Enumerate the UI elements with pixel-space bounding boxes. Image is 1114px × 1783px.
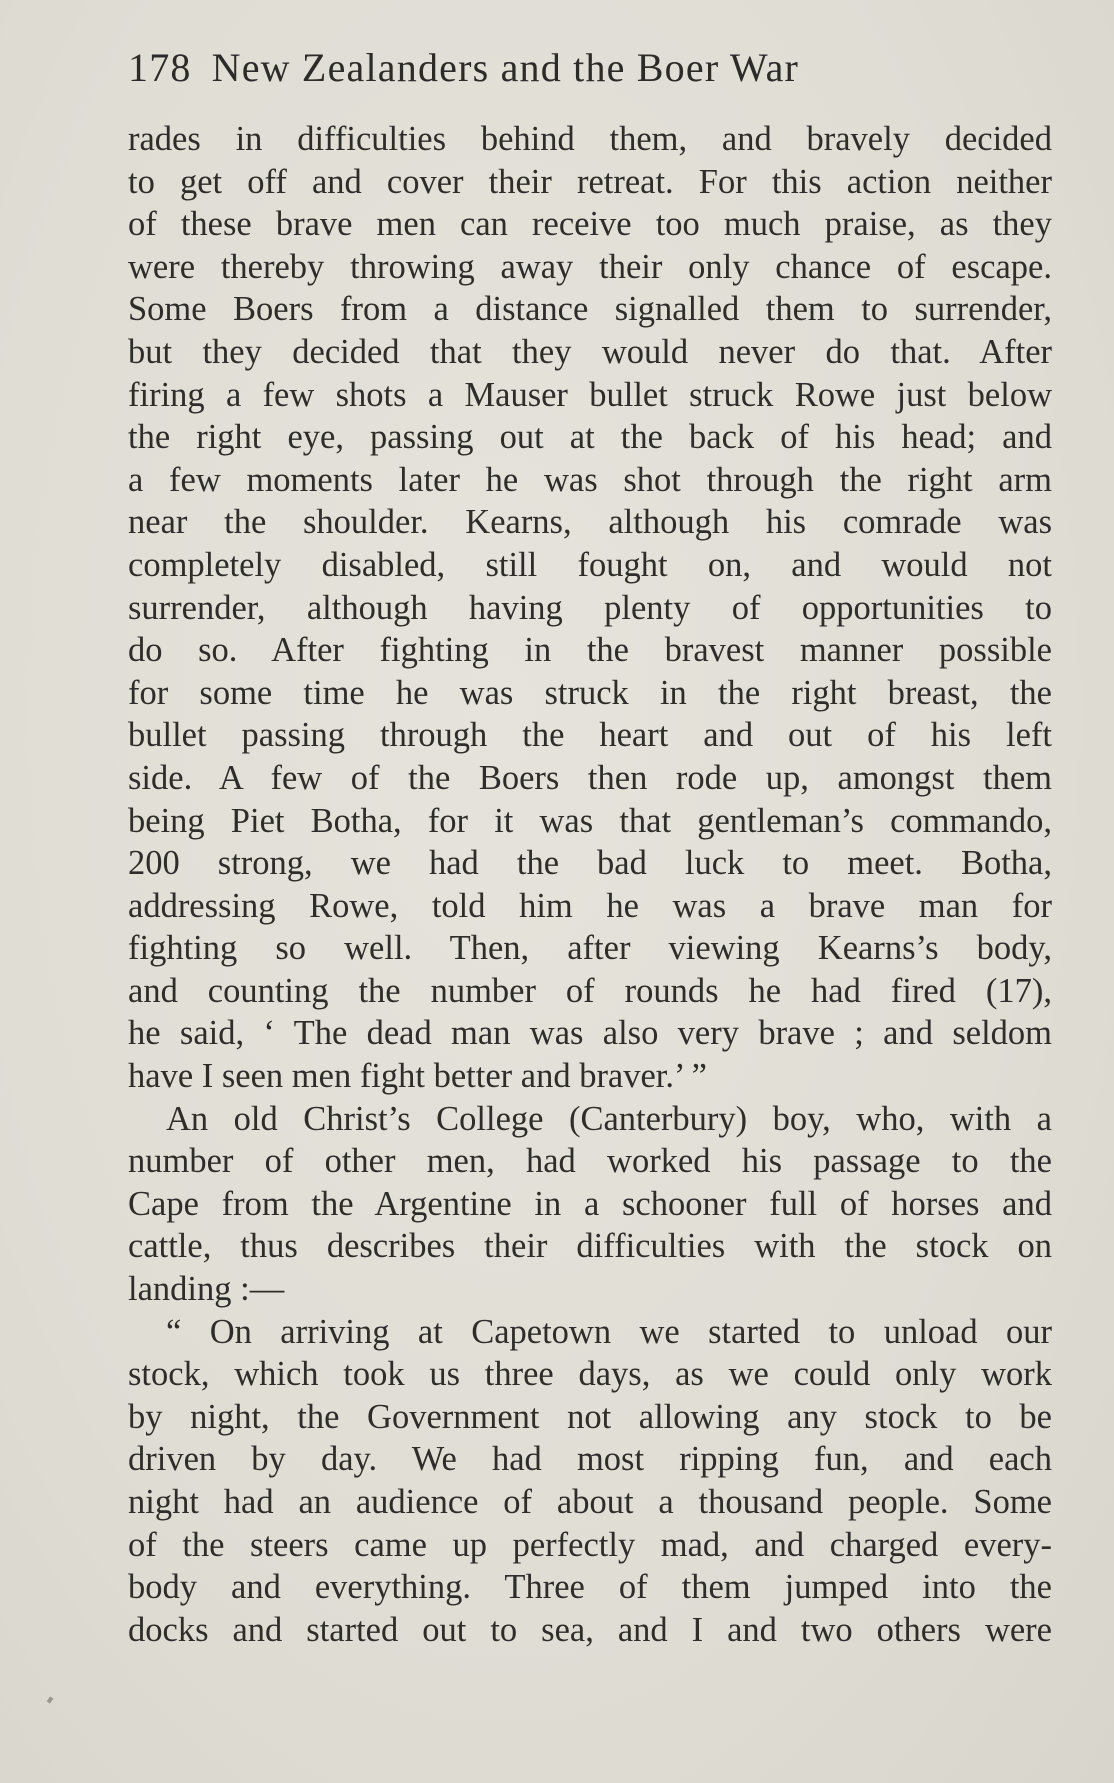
- running-title: New Zealanders and the Boer War: [211, 45, 800, 90]
- text-line: were thereby throwing away their only chance of escape.: [128, 247, 1052, 286]
- text-line: of these brave men can receive too much praise, as they: [128, 205, 1052, 244]
- text-line: for some time he was struck in the right breast, the: [128, 673, 1052, 712]
- text-line: do so. After fighting in the bravest manner possible: [128, 631, 1052, 670]
- text-line: the right eye, passing out at the back of his head; and: [128, 418, 1052, 457]
- text-line: Cape from the Argentine in a schooner full of horses and: [128, 1184, 1052, 1223]
- text-line: Some Boers from a distance signalled them to surrender,: [128, 290, 1052, 329]
- text-line: An old Christ’s College (Canterbury) boy, who, with a: [166, 1099, 1052, 1138]
- text-line: landing :—: [128, 1270, 285, 1309]
- text-line: number of other men, had worked his passage to the: [128, 1142, 1052, 1181]
- text-line: driven by day. We had most ripping fun, and each: [128, 1440, 1052, 1479]
- text-line: near the shoulder. Kearns, although his comrade was: [128, 503, 1052, 542]
- text-line: cattle, thus describes their difficulties with the stock on: [128, 1227, 1052, 1266]
- text-line: have I seen men fight better and braver.’ ”: [128, 1057, 707, 1096]
- text-line: a few moments later he was shot through the right arm: [128, 460, 1052, 499]
- text-line: firing a few shots a Mauser bullet struck Rowe just below: [128, 375, 1052, 414]
- text-line: bullet passing through the heart and out of his left: [128, 716, 1052, 755]
- text-line: being Piet Botha, for it was that gentleman’s commando,: [128, 801, 1052, 840]
- text-line: he said, ‘ The dead man was also very brave ; and seldom: [128, 1014, 1052, 1053]
- body-text: [128, 118, 1052, 1651]
- text-line: surrender, although having plenty of opportunities to: [128, 588, 1052, 627]
- text-line: 200 strong, we had the bad luck to meet. Botha,: [128, 844, 1052, 883]
- text-line: fighting so well. Then, after viewing Kearns’s body,: [128, 929, 1052, 968]
- running-header: [128, 44, 998, 104]
- text-line: of the steers came up perfectly mad, and charged every-: [128, 1525, 1052, 1564]
- text-line: addressing Rowe, told him he was a brave man for: [128, 886, 1052, 925]
- text-line: and counting the number of rounds he had fired (17),: [128, 971, 1052, 1010]
- text-line: rades in difficulties behind them, and bravely decided: [128, 120, 1052, 158]
- text-line: but they decided that they would never do that. After: [128, 332, 1052, 371]
- text-line: to get off and cover their retreat. For this action neither: [128, 162, 1052, 201]
- text-line: by night, the Government not allowing any stock to be: [128, 1397, 1052, 1436]
- text-line: completely disabled, still fought on, and would not: [128, 545, 1052, 584]
- text-line: “ On arriving at Capetown we started to unload our: [166, 1312, 1052, 1351]
- text-line: stock, which took us three days, as we could only work: [128, 1355, 1052, 1394]
- text-line: body and everything. Three of them jumped into the: [128, 1568, 1052, 1607]
- text-line: docks and started out to sea, and I and two others were: [128, 1610, 1052, 1649]
- page-speck: [47, 1696, 54, 1703]
- text-line: side. A few of the Boers then rode up, amongst them: [128, 758, 1052, 797]
- page-number: 178: [128, 45, 192, 90]
- text-line: night had an audience of about a thousand people. Some: [128, 1483, 1052, 1521]
